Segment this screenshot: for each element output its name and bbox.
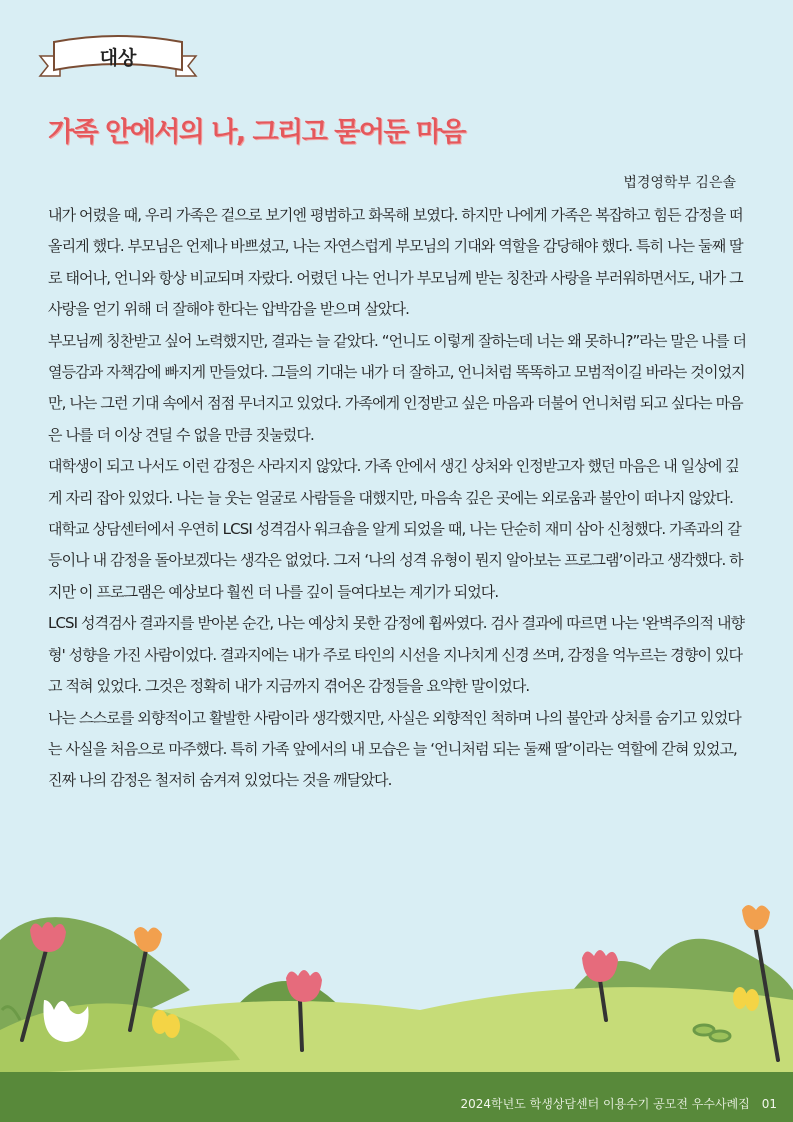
paragraph-3: 대학생이 되고 나서도 이런 감정은 사라지지 않았다. 가족 안에서 생긴 상처와 인정받고자 했던 마음은 내 일상에 깊게 자리 잡아 있었다. 나는 늘 웃는 얼굴로 사람들을 대했지만, 마음속 깊은 곳에는 외로움과 불안이 떠나지 않았다. xyxy=(48,457,739,507)
footer-title: 2024학년도 학생상담센터 이용수기 공모전 우수사례집 xyxy=(460,1097,750,1111)
paragraph-5: LCSI 성격검사 결과지를 받아본 순간, 나는 예상치 못한 감정에 휩싸였다. 검사 결과에 따르면 나는 '완벽주의적 내향형' 성향을 가진 사람이었다. 결과지에는 내가 주로 타인의 시선을 지나치게 신경 쓰며, 감정을 억누르는 경향이 있다고 적혀 있었다. 그것은 정확히 내가 지금까지 겪어온 감정들을 요약한 말이었다. xyxy=(48,614,745,696)
footer-bar xyxy=(0,1072,793,1122)
essay-title: 가족 안에서의 나, 그리고 묻어둔 마음 xyxy=(48,117,465,148)
footer-caption xyxy=(460,1095,777,1112)
author-name: 법경영학부 김은솔 xyxy=(623,175,736,191)
award-label: 대상 xyxy=(99,47,137,69)
orange-flower-icon xyxy=(742,905,770,930)
paragraph-6: 나는 스스로를 외향적이고 활발한 사람이라 생각했지만, 사실은 외향적인 척하며 나의 불안과 상처를 숨기고 있었다는 사실을 처음으로 마주했다. 특히 가족 앞에서의 내 모습은 늘 ‘언니처럼 되는 둘째 딸’이라는 역할에 갇혀 있었고, 진짜 나의 감정은 철저히 숨겨져 있었다는 것을 깨달았다. xyxy=(48,708,741,790)
award-ribbon-banner xyxy=(38,30,198,82)
paragraph-1: 내가 어렸을 때, 우리 가족은 겉으로 보기엔 평범하고 화목해 보였다. 하지만 나에게 가족은 복잡하고 힘든 감정을 떠올리게 했다. 부모님은 언제나 바쁘셨고, 나는 자연스럽게 부모님의 기대와 역할을 감당해야 했다. 특히 나는 둘째 딸로 태어나, 언니와 항상 비교되며 자랐다. 어렸던 나는 언니가 부모님께 받는 칭찬과 사랑을 부러워하면서도, 내가 그 사랑을 얻기 위해 더 잘해야 한다는 압박감을 받으며 살았다. xyxy=(48,206,743,319)
paragraph-2: 부모님께 칭찬받고 싶어 노력했지만, 결과는 늘 같았다. “언니도 이렇게 잘하는데 너는 왜 못하니?”라는 말은 나를 더 열등감과 자책감에 빠지게 만들었다. 그들의 기대는 내가 더 잘하고, 언니처럼 똑똑하고 모범적이길 바라는 것이었지만, 나는 그런 기대 속에서 점점 무너지고 있었다. 가족에게 인정받고 싶은 마음과 더불어 언니처럼 되고 싶다는 마음은 나를 더 이상 견딜 수 없을 만큼 짓눌렀다. xyxy=(48,331,747,444)
page-number: 01 xyxy=(761,1097,777,1111)
paragraph-4: 대학교 상담센터에서 우연히 LCSI 성격검사 워크숍을 알게 되었을 때, 나는 단순히 재미 삼아 신청했다. 가족과의 갈등이나 내 감정을 돌아보겠다는 생각은 없었다. 그저 ‘나의 성격 유형이 뭔지 알아보는 프로그램’이라고 생각했다. 하지만 이 프로그램은 예상보다 훨씬 더 나를 깊이 들여다보는 계기가 되었다. xyxy=(48,520,743,601)
essay-body xyxy=(48,200,748,797)
